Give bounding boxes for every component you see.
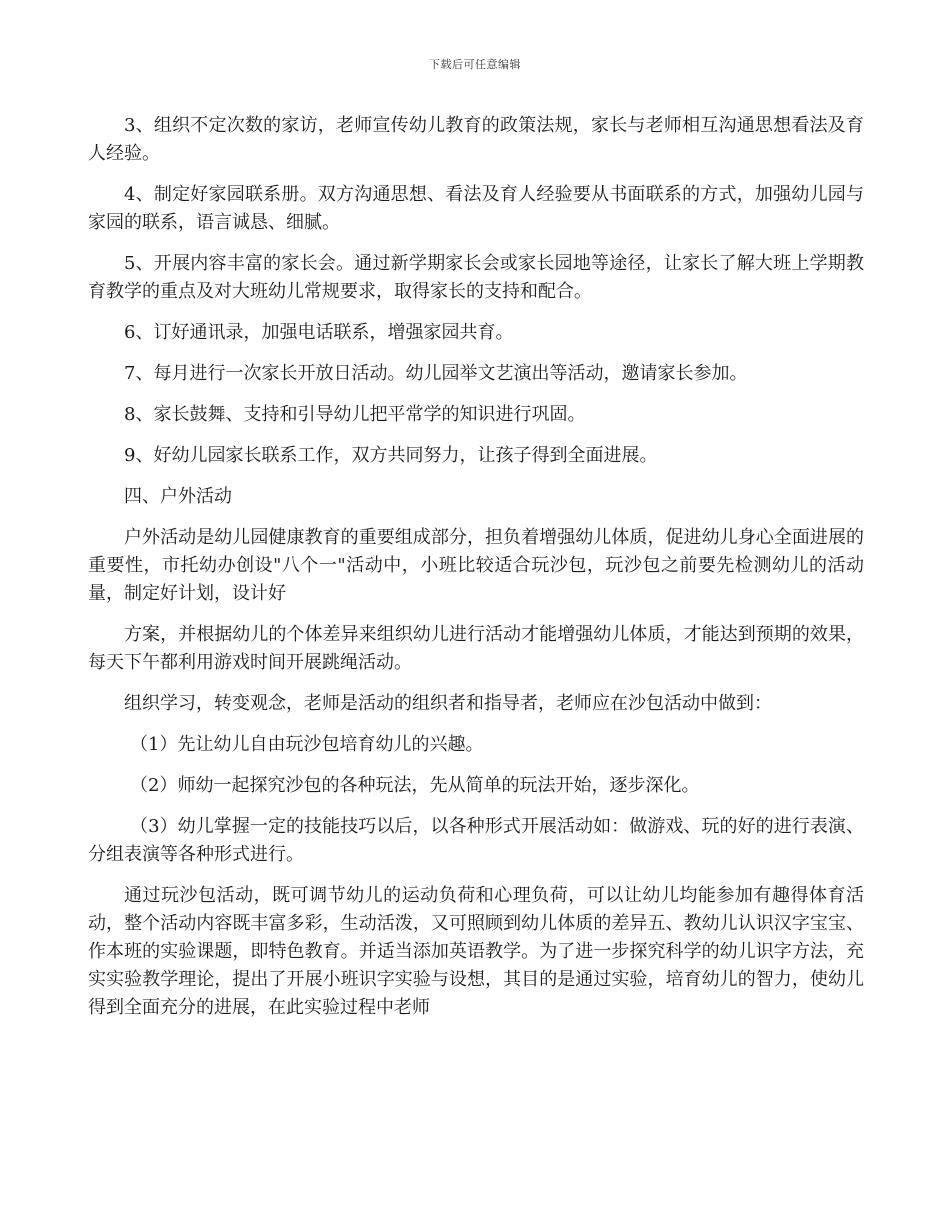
paragraph-outdoor-intro: 户外活动是幼儿园健康教育的重要组成部分，担负着增强幼儿体质，促进幼儿身心全面进展的重要性，市托幼办创设"八个一"活动中，小班比较适合玩沙包，玩沙包之前要先检测幼儿的活动量，制定好计划，设计好 [88,527,864,604]
paragraph-parent-meeting: 5、开展内容丰富的家长会。通过新学期家长会或家长园地等途径，让家长了解大班上学期教育教学的重点及对大班幼儿常规要求，取得家长的支持和配合。 [88,253,864,302]
paragraph-address-book: 6、订好通讯录，加强电话联系，增强家园共育。 [124,322,514,343]
page-header: 下载后可任意编辑 [429,58,521,71]
paragraph-open-day: 7、每月进行一次家长开放日活动。幼儿园举文艺演出等活动，邀请家长参加。 [124,363,748,384]
paragraph-home-visit: 3、组织不定次数的家访，老师宣传幼儿教育的政策法规，家长与老师相互沟通思想看法及育人经验。 [88,115,864,164]
paragraph-contact-book: 4、制定好家园联系册。双方沟通思想、看法及育人经验要从书面联系的方式，加强幼儿园与家园的联系，语言诚恳、细腻。 [88,184,864,233]
document-body [88,112,864,1035]
list-item-3: （3）幼儿掌握一定的技能技巧以后，以各种形式开展活动如：做游戏、玩的好的进行表演、分组表演等各种形式进行。 [88,816,864,865]
paragraph-cooperation: 9、好幼儿园家长联系工作，双方共同努力，让孩子得到全面进展。 [124,445,658,466]
list-item-2: （2）师幼一起探究沙包的各种玩法，先从简单的玩法开始，逐步深化。 [130,775,700,796]
paragraph-plan: 方案，并根据幼儿的个体差异来组织幼儿进行活动才能增强幼儿体质，才能达到预期的效果，每天下午都利用游戏时间开展跳绳活动。 [88,624,864,673]
list-item-1: （1）先让幼儿自由玩沙包培育幼儿的兴趣。 [130,734,484,755]
paragraph-sandbag-summary: 通过玩沙包活动，既可调节幼儿的运动负荷和心理负荷，可以让幼儿均能参加有趣得体育活动，整个活动内容既丰富多彩，生动活泼，又可照顾到幼儿体质的差异五、教幼儿认识汉字宝宝、作本班的实验课题，即特色教育。并适当添加英语教学。为了进一步探究科学的幼儿识字方法，充实实验教学理论，提出了开展小班识字实验与设想，其目的是通过实验，培育幼儿的智力，使幼儿得到全面充分的进展，在此实验过程中老师 [88,885,864,1018]
paragraph-parent-support: 8、家长鼓舞、支持和引导幼儿把平常学的知识进行巩固。 [124,404,586,425]
section-heading-outdoor: 四、户外活动 [124,486,232,507]
paragraph-study: 组织学习，转变观念，老师是活动的组织者和指导者，老师应在沙包活动中做到： [124,693,772,714]
